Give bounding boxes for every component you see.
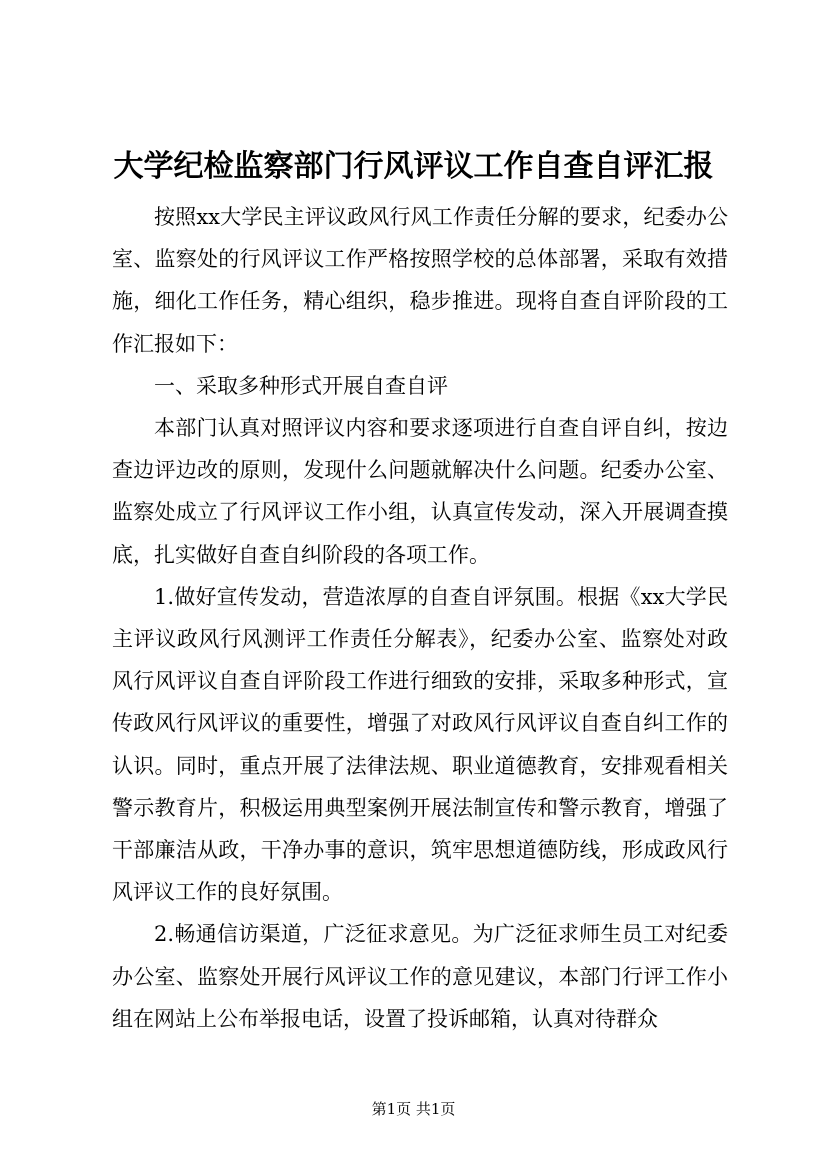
document-body bbox=[112, 196, 728, 1040]
paragraph-intro: 按照xx大学民主评议政风行风工作责任分解的要求，纪委办公室、监察处的行风评议工作严格按照学校的总体部署，采取有效措施，细化工作任务，精心组织，稳步推进。现将自查自评阶段的工作汇报如下： bbox=[112, 205, 728, 356]
page-footer: 第1页 共1页 bbox=[371, 1100, 456, 1118]
paragraph-item-1: 1.做好宣传发动，营造浓厚的自查自评氛围。根据《xx大学民主评议政风行风测评工作责任分解表》，纪委办公室、监察处对政风行风评议自查自评阶段工作进行细致的安排，采取多种形式，宣传政风行风评议的重要性，增强了对政风行风评议自查自纠工作的认识。同时，重点开展了法律法规、职业道德教育，安排观看相关警示教育片，积极运用典型案例开展法制宣传和警示教育，增强了干部廉洁从政，干净办事的意识，筑牢思想道德防线，形成政风行风评议工作的良好氛围。 bbox=[112, 584, 728, 905]
paragraph-self-check: 本部门认真对照评议内容和要求逐项进行自查自评自纠，按边查边评边改的原则，发现什么问题就解决什么问题。纪委办公室、监察处成立了行风评议工作小组，认真宣传发动，深入开展调查摸底，扎实做好自查自纠阶段的各项工作。 bbox=[112, 416, 728, 567]
paragraph-item-2: 2.畅通信访渠道，广泛征求意见。为广泛征求师生员工对纪委办公室、监察处开展行风评议工作的意见建议，本部门行评工作小组在网站上公布举报电话，设置了投诉邮箱，认真对待群众 bbox=[112, 922, 728, 1031]
document-title: 大学纪检监察部门行风评议工作自查自评汇报 bbox=[113, 149, 714, 184]
section-heading-1: 一、采取多种形式开展自查自评 bbox=[154, 373, 448, 398]
